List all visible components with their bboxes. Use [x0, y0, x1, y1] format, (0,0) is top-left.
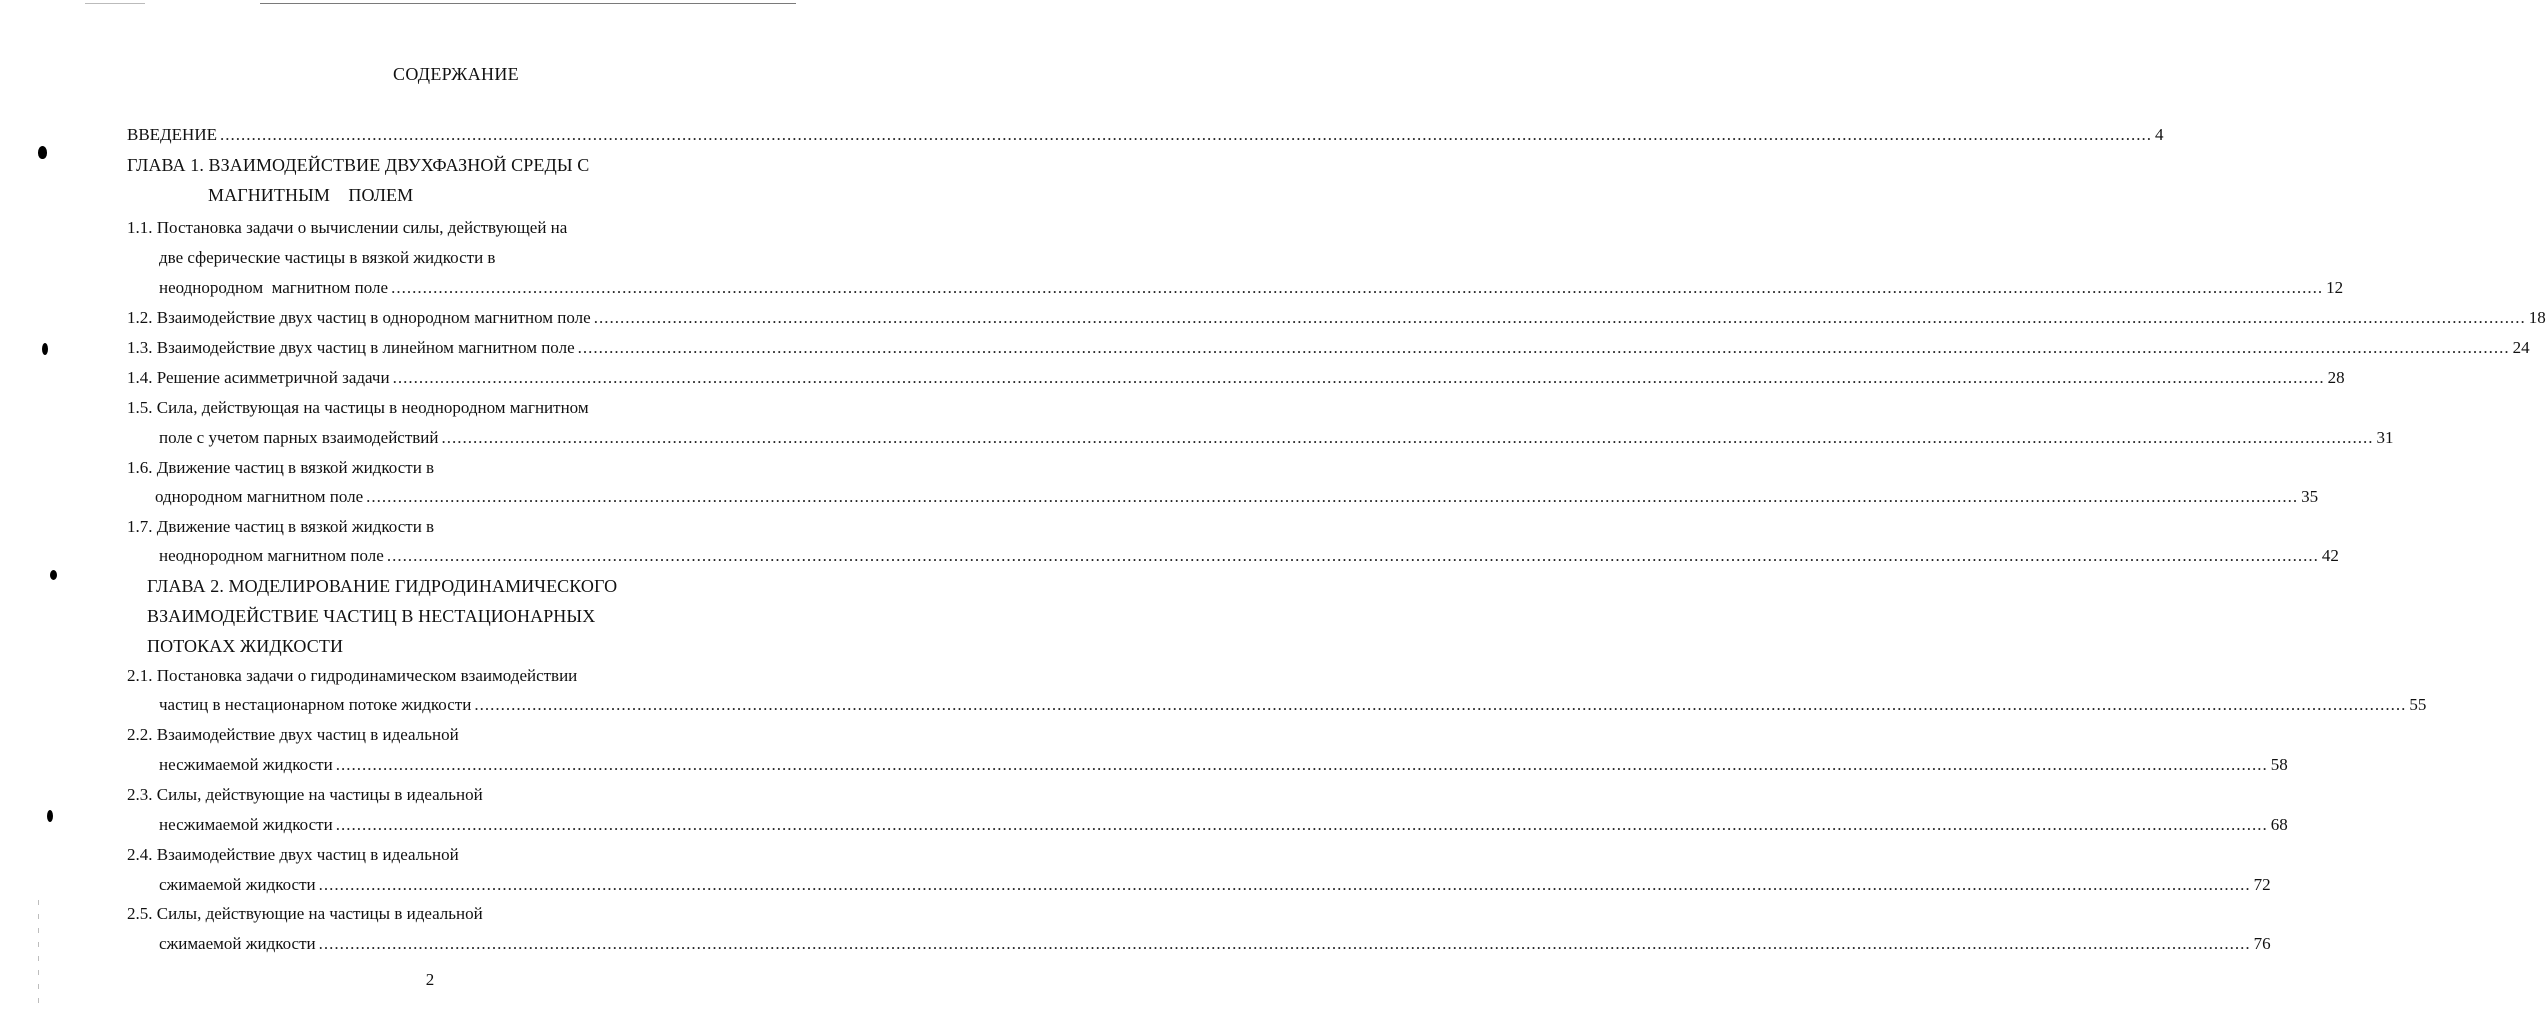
section-1-2: [127, 303, 2546, 333]
chapter-2-heading-line2: ВЗАИМОДЕЙСТВИЕ ЧАСТИЦ В НЕСТАЦИОНАРНЫХ: [147, 606, 596, 626]
toc-page-number: 31: [2376, 428, 2394, 447]
section-1-5-line1: 1.5. Сила, действующая на частицы в неоднородном магнитном: [127, 398, 589, 417]
scan-top-edge-line-left: [85, 3, 145, 4]
dot-leader: ................................................................................................................................................................................................................................................................................................................................................................................: [593, 308, 2526, 327]
toc-page-number: 58: [2270, 755, 2288, 774]
toc-entry-label: неоднородном магнитном поле: [159, 278, 389, 297]
dot-leader: ................................................................................................................................................................................................................................................................................................................................................................................: [386, 546, 2319, 565]
dot-leader: ................................................................................................................................................................................................................................................................................................................................................................................: [441, 428, 2374, 447]
chapter-1-heading-line2: МАГНИТНЫМ ПОЛЕМ: [208, 185, 414, 205]
section-1-6-line1: 1.6. Движение частиц в вязкой жидкости в: [127, 458, 435, 477]
dot-leader: ................................................................................................................................................................................................................................................................................................................................................................................: [335, 815, 2268, 834]
toc-page-number: 68: [2270, 815, 2288, 834]
chapter-2-heading-line3: ПОТОКАХ ЖИДКОСТИ: [147, 636, 344, 656]
dot-leader: ................................................................................................................................................................................................................................................................................................................................................................................: [318, 934, 2251, 953]
section-2-1-leader: [159, 690, 2427, 720]
section-2-5-line1: 2.5. Силы, действующие на частицы в идеальной: [127, 904, 483, 923]
toc-entry-introduction: [127, 120, 2164, 150]
binding-hole-mark: [50, 570, 57, 580]
toc-page-number: 35: [2301, 487, 2319, 506]
binding-hole-mark: [42, 343, 48, 355]
dot-leader: ................................................................................................................................................................................................................................................................................................................................................................................: [577, 338, 2510, 357]
section-1-6-leader: [155, 482, 2319, 512]
toc-entry-label: сжимаемой жидкости: [159, 875, 316, 894]
section-2-4-line1: 2.4. Взаимодействие двух частиц в идеальной: [127, 845, 459, 864]
scan-top-edge-line: [260, 3, 796, 4]
section-2-4-leader: [159, 870, 2271, 900]
binding-hole-mark: [47, 810, 53, 822]
section-2-3-line1: 2.3. Силы, действующие на частицы в идеальной: [127, 785, 483, 804]
toc-entry-label: частиц в нестационарном потоке жидкости: [159, 695, 472, 714]
margin-dashes: [38, 900, 39, 1010]
toc-entry-label: 1.3. Взаимодействие двух частиц в линейном магнитном поле: [127, 338, 575, 357]
toc-entry-label: несжимаемой жидкости: [159, 815, 333, 834]
toc-entry-label: поле с учетом парных взаимодействий: [159, 428, 439, 447]
toc-entry-label: однородном магнитном поле: [155, 487, 364, 506]
dot-leader: ................................................................................................................................................................................................................................................................................................................................................................................: [335, 755, 2268, 774]
section-2-5-leader: [159, 929, 2271, 959]
toc-entry-label: 1.2. Взаимодействие двух частиц в однородном магнитном поле: [127, 308, 591, 327]
section-1-1-line1: 1.1. Постановка задачи о вычислении силы, действующей на: [127, 218, 568, 237]
section-2-2-leader: [159, 750, 2288, 780]
section-1-3: [127, 333, 2530, 363]
section-2-2-line1: 2.2. Взаимодействие двух частиц в идеальной: [127, 725, 459, 744]
dot-leader: ................................................................................................................................................................................................................................................................................................................................................................................: [366, 487, 2299, 506]
dot-leader: ................................................................................................................................................................................................................................................................................................................................................................................: [474, 695, 2407, 714]
toc-page-number: 72: [2253, 875, 2271, 894]
chapter-1-heading-line1: ГЛАВА 1. ВЗАИМОДЕЙСТВИЕ ДВУХФАЗНОЙ СРЕДЫ С: [127, 155, 590, 175]
chapter-2-heading-line1: ГЛАВА 2. МОДЕЛИРОВАНИЕ ГИДРОДИНАМИЧЕСКОГО: [147, 576, 618, 596]
binding-hole-mark: [38, 146, 47, 159]
section-2-1-line1: 2.1. Постановка задачи о гидродинамическом взаимодействии: [127, 666, 578, 685]
dot-leader: ................................................................................................................................................................................................................................................................................................................................................................................: [391, 278, 2324, 297]
toc-page-number: 55: [2409, 695, 2427, 714]
dot-leader: ................................................................................................................................................................................................................................................................................................................................................................................: [318, 875, 2251, 894]
section-1-1-leader: [159, 273, 2344, 303]
section-1-7-line1: 1.7. Движение частиц в вязкой жидкости в: [127, 517, 435, 536]
toc-entry-label: 1.4. Решение асимметричной задачи: [127, 368, 390, 387]
page-number: 2: [425, 970, 435, 989]
toc-title: СОДЕРЖАНИЕ: [393, 64, 519, 84]
toc-entry-label: ВВЕДЕНИЕ: [127, 125, 217, 144]
toc-page-number: 28: [2327, 368, 2345, 387]
dot-leader: ................................................................................................................................................................................................................................................................................................................................................................................: [392, 368, 2325, 387]
toc-page-number: 4: [2154, 125, 2164, 144]
toc-entry-label: сжимаемой жидкости: [159, 934, 316, 953]
toc-page-number: 18: [2528, 308, 2546, 327]
toc-page-number: 12: [2326, 278, 2344, 297]
toc-page-number: 76: [2253, 934, 2271, 953]
toc-page-number: 24: [2512, 338, 2530, 357]
section-1-5-leader: [159, 423, 2394, 453]
section-1-1-line2: две сферические частицы в вязкой жидкости в: [159, 248, 496, 267]
toc-page-number: 42: [2321, 546, 2339, 565]
section-1-4: [127, 363, 2345, 393]
toc-entry-label: неоднородном магнитном поле: [159, 546, 384, 565]
section-2-3-leader: [159, 810, 2288, 840]
dot-leader: ................................................................................................................................................................................................................................................................................................................................................................................: [219, 125, 2152, 144]
toc-entry-label: несжимаемой жидкости: [159, 755, 333, 774]
section-1-7-leader: [159, 541, 2339, 571]
